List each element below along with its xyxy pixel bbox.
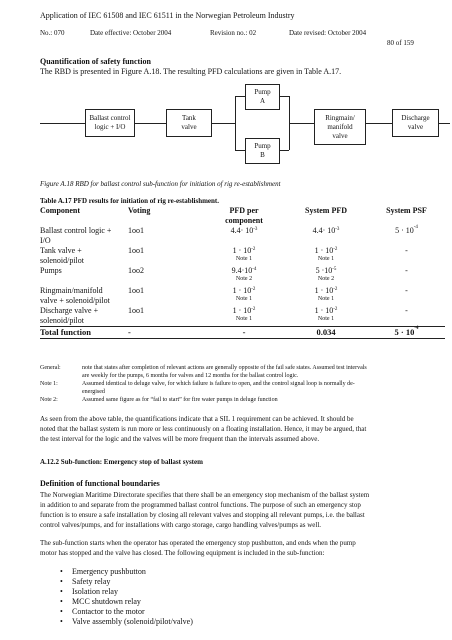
block-pump-b: Pump B bbox=[245, 138, 280, 164]
system-psf-cell: - bbox=[405, 306, 408, 315]
table-caption: Table A.17 PFD results for initiation of rig re-establishment. bbox=[40, 197, 220, 205]
component-cell: Ballast control logic + I/O bbox=[40, 226, 112, 245]
total-label: Total function bbox=[40, 327, 91, 337]
col-header-component: Component bbox=[40, 206, 81, 215]
block-pump-a: Pump A bbox=[245, 84, 280, 110]
system-psf-cell: - bbox=[405, 246, 408, 255]
section-intro: The RBD is presented in Figure A.18. The resulting PFD calculations are given in Table A.17. bbox=[40, 67, 342, 76]
component-cell: Discharge valve + solenoid/pilot bbox=[40, 306, 99, 325]
pfd-cell: $1 \cdot 10^{-2}$ Note 1 bbox=[232, 306, 256, 322]
rbd-diagram bbox=[40, 84, 450, 168]
component-cell: Pumps bbox=[40, 266, 62, 275]
system-psf-cell: - bbox=[405, 286, 408, 295]
pfd-results-table bbox=[40, 206, 445, 339]
total-system-pfd: 0.034 bbox=[316, 327, 336, 337]
list-item: • MCC shutdown relay bbox=[56, 597, 193, 607]
document-title: Application of IEC 61508 and IEC 61511 in the Norwegian Petroleum Industry bbox=[40, 11, 295, 20]
boundaries-paragraph-2: The sub-function starts when the operator has operated the emergency stop pushbutton, and ends when the pump motor has stopped and the valve has closed. The following equipment is included in the sub-function: bbox=[40, 539, 356, 557]
list-item: • Valve assembly (solenoid/pilot/valve) bbox=[56, 617, 193, 627]
col-header-system-pfd: System PFD bbox=[305, 206, 347, 215]
pfd-cell: $1 \cdot 10^{-2}$ Note 1 bbox=[232, 246, 256, 262]
total-pfd: - bbox=[242, 327, 246, 337]
total-voting: - bbox=[128, 327, 131, 337]
system-psf-cell: - bbox=[405, 266, 408, 275]
voting-cell: 1oo1 bbox=[128, 286, 144, 295]
pfd-cell: $9.4\cdot 10^{-4}$ Note 2 bbox=[231, 266, 257, 282]
figure-caption: Figure A.18 RBD for ballast control sub-function for initiation of rig re-establishment bbox=[40, 180, 281, 188]
col-header-pfd-per-component: PFD per component bbox=[225, 206, 263, 225]
table-row bbox=[40, 246, 445, 266]
system-pfd-cell: $1 \cdot 10^{-2}$ Note 1 bbox=[314, 246, 338, 262]
boundaries-paragraph-1: The Norwegian Maritime Directorate specifies that there shall be an emergency stop mechanism of the ballast system in addition to and separate from the programmed ballast control functions. The purpose of such an emergency stop function is to ensure a safe installation by closing all relevant valves and stopping all relevant pumps, i.e. the ballast control valves/pumps, and for installations with cargo storage, cargo handling valves/pumps as well. bbox=[40, 491, 370, 529]
col-header-voting: Voting bbox=[128, 206, 151, 215]
total-system-psf: $5 \cdot 10^{-4}$ bbox=[394, 326, 419, 337]
block-ringmain-valve: Ringmain/ manifold valve bbox=[314, 109, 366, 145]
table-notes: General: note that states after completion of relevant actions are generally opposite of the fail safe states. Assumed test intervals are weekly for the pumps, 6 months for valves and 12 months for the ballast control logic. Note 1: Assumed identical to deluge valve, for which failure is failure to open, and the control signal loop is normally de- energised Note 2: Assumed same figure as for “fail to start” for fire water pumps in deluge function bbox=[40, 365, 367, 403]
system-psf-cell: $5 \cdot 10^{-4}$ bbox=[395, 225, 418, 235]
table-row bbox=[40, 306, 445, 327]
list-item: • Emergency pushbutton bbox=[56, 567, 193, 577]
block-ballast-control: Ballast control logic + I/O bbox=[85, 109, 135, 137]
equipment-list bbox=[56, 567, 193, 627]
table-row bbox=[40, 286, 445, 306]
table-row bbox=[40, 266, 445, 286]
conclusion-paragraph: As seen from the above table, the quantifications indicate that a SIL 1 requirement can be achieved. It should be noted that the ballast system is run more or less continuously on a floating installation. Hence, it may be argued, that the test interval for the logic and the valves will be more frequent than the intervals assumed above. bbox=[40, 415, 367, 443]
system-pfd-cell: $1 \cdot 10^{-2}$ Note 1 bbox=[314, 286, 338, 302]
system-pfd-cell: $4.4\cdot 10^{-3}$ bbox=[312, 226, 340, 235]
date-revised: Date revised: October 2004 bbox=[289, 29, 367, 37]
revision-number: Revision no.: 02 bbox=[210, 29, 257, 37]
voting-cell: 1oo1 bbox=[128, 246, 144, 255]
doc-number: No.: 070 bbox=[40, 29, 65, 37]
list-item: • Contactor to the motor bbox=[56, 607, 193, 617]
voting-cell: 1oo2 bbox=[128, 266, 144, 275]
pfd-cell: $1 \cdot 10^{-2}$ Note 1 bbox=[232, 286, 256, 302]
col-header-system-psf: System PSF bbox=[386, 206, 427, 215]
component-cell: Ringmain/manifold valve + solenoid/pilot bbox=[40, 286, 110, 305]
table-header-row bbox=[40, 206, 445, 226]
date-effective: Date effective: October 2004 bbox=[90, 29, 172, 37]
block-discharge-valve: Discharge valve bbox=[392, 109, 439, 137]
table-total-row bbox=[40, 327, 445, 339]
section-heading-emergency-stop: A.12.2 Sub-function: Emergency stop of ballast system bbox=[40, 458, 203, 466]
system-pfd-cell: $1 \cdot 10^{-2}$ Note 1 bbox=[314, 306, 338, 322]
list-item: • Isolation relay bbox=[56, 587, 193, 597]
component-cell: Tank valve + solenoid/pilot bbox=[40, 246, 84, 265]
block-tank-valve: Tank valve bbox=[166, 109, 212, 137]
section-heading-quantification: Quantification of safety function bbox=[40, 57, 151, 66]
subheading-functional-boundaries: Definition of functional boundaries bbox=[40, 479, 160, 488]
system-pfd-cell: $5 \cdot 10^{-5}$ Note 2 bbox=[315, 266, 337, 282]
pfd-cell: $4.4\cdot 10^{-3}$ bbox=[230, 226, 258, 235]
page-number: 80 of 159 bbox=[387, 39, 414, 47]
table-row bbox=[40, 226, 445, 246]
voting-cell: 1oo1 bbox=[128, 306, 144, 315]
list-item: • Safety relay bbox=[56, 577, 193, 587]
voting-cell: 1oo1 bbox=[128, 226, 144, 235]
